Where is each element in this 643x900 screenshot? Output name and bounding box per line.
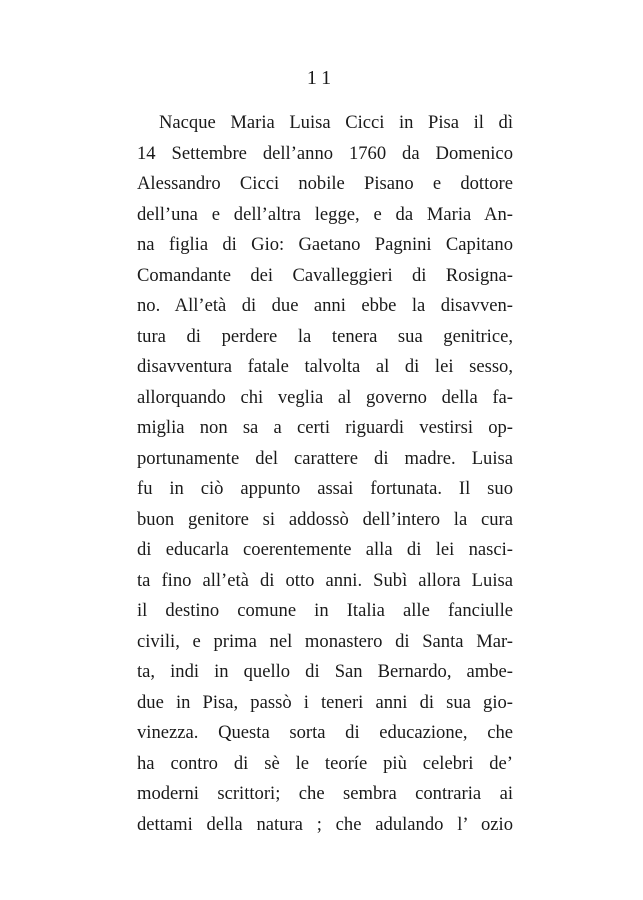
text-line: no. All’età di due anni ebbe la disavven-	[137, 295, 513, 316]
text-line: allorquando chi veglia al governo della fa-	[137, 386, 513, 408]
text-line: portunamente del carattere di madre. Luisa	[137, 447, 513, 469]
text-line: disavventura fatale talvolta al di lei sesso,	[137, 356, 513, 377]
text-line: il destino comune in Italia alle fanciulle	[137, 600, 513, 621]
text-line: civili, e prima nel monastero di Santa Mar-	[137, 630, 513, 652]
text-line: dell’una e dell’altra legge, e da Maria An-	[137, 203, 513, 225]
text-line: due in Pisa, passò i teneri anni di sua gio-	[137, 691, 513, 713]
text-line: dettami della natura ; che adulando l’ ozio	[137, 813, 513, 835]
text-line: Nacque Maria Luisa Cicci in Pisa il dì	[159, 112, 513, 133]
text-line: moderni scrittori; che sembra contraria ai	[137, 783, 513, 804]
page-number: 11	[306, 67, 337, 89]
text-line: miglia non sa a certi riguardi vestirsi op-	[137, 417, 513, 438]
text-line: fu in ciò appunto assai fortunata. Il suo	[137, 478, 513, 499]
text-line: 14 Settembre dell’anno 1760 da Domenico	[137, 142, 513, 164]
text-line: buon genitore si addossò dell’intero la cura	[137, 508, 513, 530]
text-line: tura di perdere la tenera sua genitrice,	[137, 325, 513, 347]
text-line: di educarla coerentemente alla di lei nasci-	[137, 539, 513, 560]
text-line: ta, indi in quello di San Bernardo, ambe-	[137, 661, 513, 682]
text-line: vinezza. Questa sorta di educazione, che	[137, 722, 513, 743]
text-line: na figlia di Gio: Gaetano Pagnini Capitano	[137, 234, 513, 255]
text-line: ha contro di sè le teoríe più celebri de’	[137, 752, 513, 774]
body-text	[137, 108, 513, 840]
text-line: ta fino all’età di otto anni. Subì allora Luisa	[137, 569, 513, 591]
text-line: Alessandro Cicci nobile Pisano e dottore	[137, 173, 513, 194]
text-line: Comandante dei Cavalleggieri di Rosigna-	[137, 264, 513, 286]
